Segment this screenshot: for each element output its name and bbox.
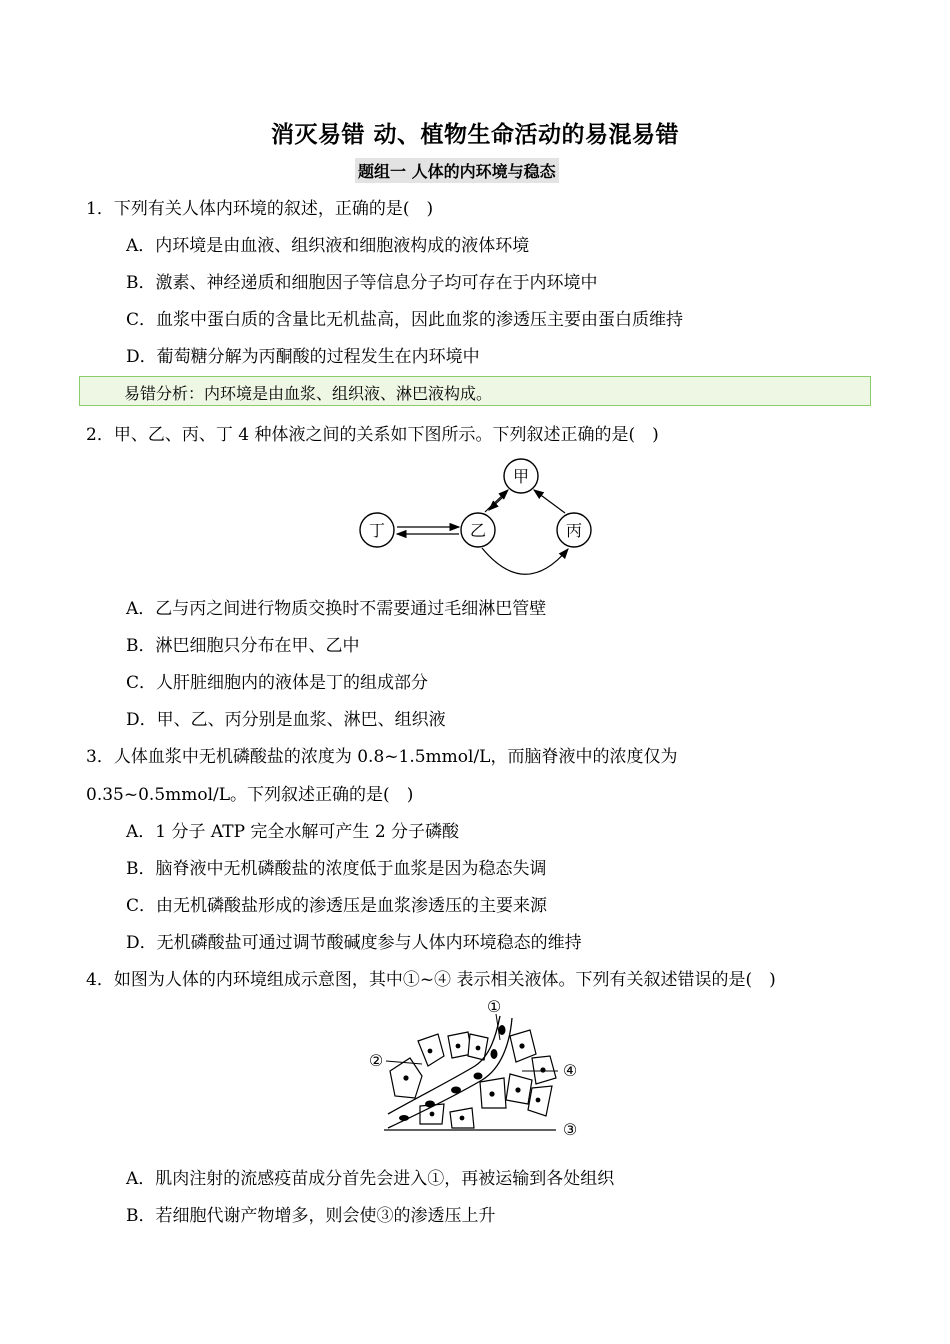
error-analysis-text: 易错分析：内环境是由血浆、组织液、淋巴液构成。: [124, 384, 493, 403]
label-2: ②: [368, 1051, 384, 1070]
label-1: ①: [486, 997, 502, 1016]
question-4-option-b: B．若细胞代谢产物增多，则会使③的渗透压上升: [126, 1206, 496, 1226]
internal-environment-diagram: [360, 996, 590, 1146]
body-fluid-relation-diagram: [340, 450, 610, 580]
arrow-yi-to-jia: [485, 490, 508, 512]
question-1-option-a: A．内环境是由血液、组织液和细胞液构成的液体环境: [126, 236, 530, 256]
node-yi: [461, 513, 495, 547]
question-2-stem: 2．甲、乙、丙、丁 4 种体液之间的关系如下图所示。下列叙述正确的是( ): [86, 425, 659, 445]
section-subtitle: 题组一 人体的内环境与稳态: [355, 158, 559, 183]
question-1-option-b: B．激素、神经递质和细胞因子等信息分子均可存在于内环境中: [126, 273, 598, 293]
label-3: ③: [562, 1120, 578, 1139]
arrow-yi-to-bing: [482, 548, 568, 574]
question-3-option-c: C．由无机磷酸盐形成的渗透压是血浆渗透压的主要来源: [126, 896, 548, 916]
node-bing-label: 丙: [565, 521, 583, 540]
arrow-jia-to-yi: [489, 495, 505, 510]
error-analysis-box: [79, 376, 871, 406]
question-1-option-c: C．血浆中蛋白质的含量比无机盐高，因此血浆的渗透压主要由蛋白质维持: [126, 310, 684, 330]
question-3-option-b: B．脑脊液中无机磷酸盐的浓度低于血浆是因为稳态失调: [126, 859, 547, 879]
question-4-stem: 4．如图为人体的内环境组成示意图，其中①~④ 表示相关液体。下列有关叙述错误的是( ): [86, 970, 776, 990]
node-bing: [557, 513, 591, 547]
node-ding: [360, 513, 394, 547]
label-4: ④: [562, 1061, 578, 1080]
question-2-option-b: B．淋巴细胞只分布在甲、乙中: [126, 636, 360, 656]
question-3-option-d: D．无机磷酸盐可通过调节酸碱度参与人体内环境稳态的维持: [126, 933, 582, 953]
question-1-stem: 1．下列有关人体内环境的叙述，正确的是( ): [86, 199, 434, 219]
node-ding-label: 丁: [368, 521, 386, 540]
tissue-cells: [390, 1030, 556, 1128]
node-jia-label: 甲: [512, 467, 530, 486]
question-1-option-d: D．葡萄糖分解为丙酮酸的过程发生在内环境中: [126, 347, 480, 367]
question-3-stem-line-1: 3．人体血浆中无机磷酸盐的浓度为 0.8~1.5mmol/L，而脑脊液中的浓度仅为: [86, 747, 678, 767]
arrow-bing-to-jia: [534, 490, 565, 513]
question-3-option-a: A．1 分子 ATP 完全水解可产生 2 分子磷酸: [126, 822, 460, 842]
question-3-stem-line-2: 0.35~0.5mmol/L。下列叙述正确的是( ): [86, 785, 414, 805]
question-2-option-d: D．甲、乙、丙分别是血浆、淋巴、组织液: [126, 710, 446, 730]
question-4-option-a: A．肌肉注射的流感疫苗成分首先会进入①，再被运输到各处组织: [126, 1169, 615, 1189]
page-title: 消灭易错 动、植物生命活动的易混易错: [270, 122, 679, 148]
question-2-option-a: A．乙与丙之间进行物质交换时不需要通过毛细淋巴管壁: [126, 599, 547, 619]
node-jia: [504, 459, 538, 493]
node-yi-label: 乙: [469, 521, 487, 540]
question-2-option-c: C．人肝脏细胞内的液体是丁的组成部分: [126, 673, 429, 693]
